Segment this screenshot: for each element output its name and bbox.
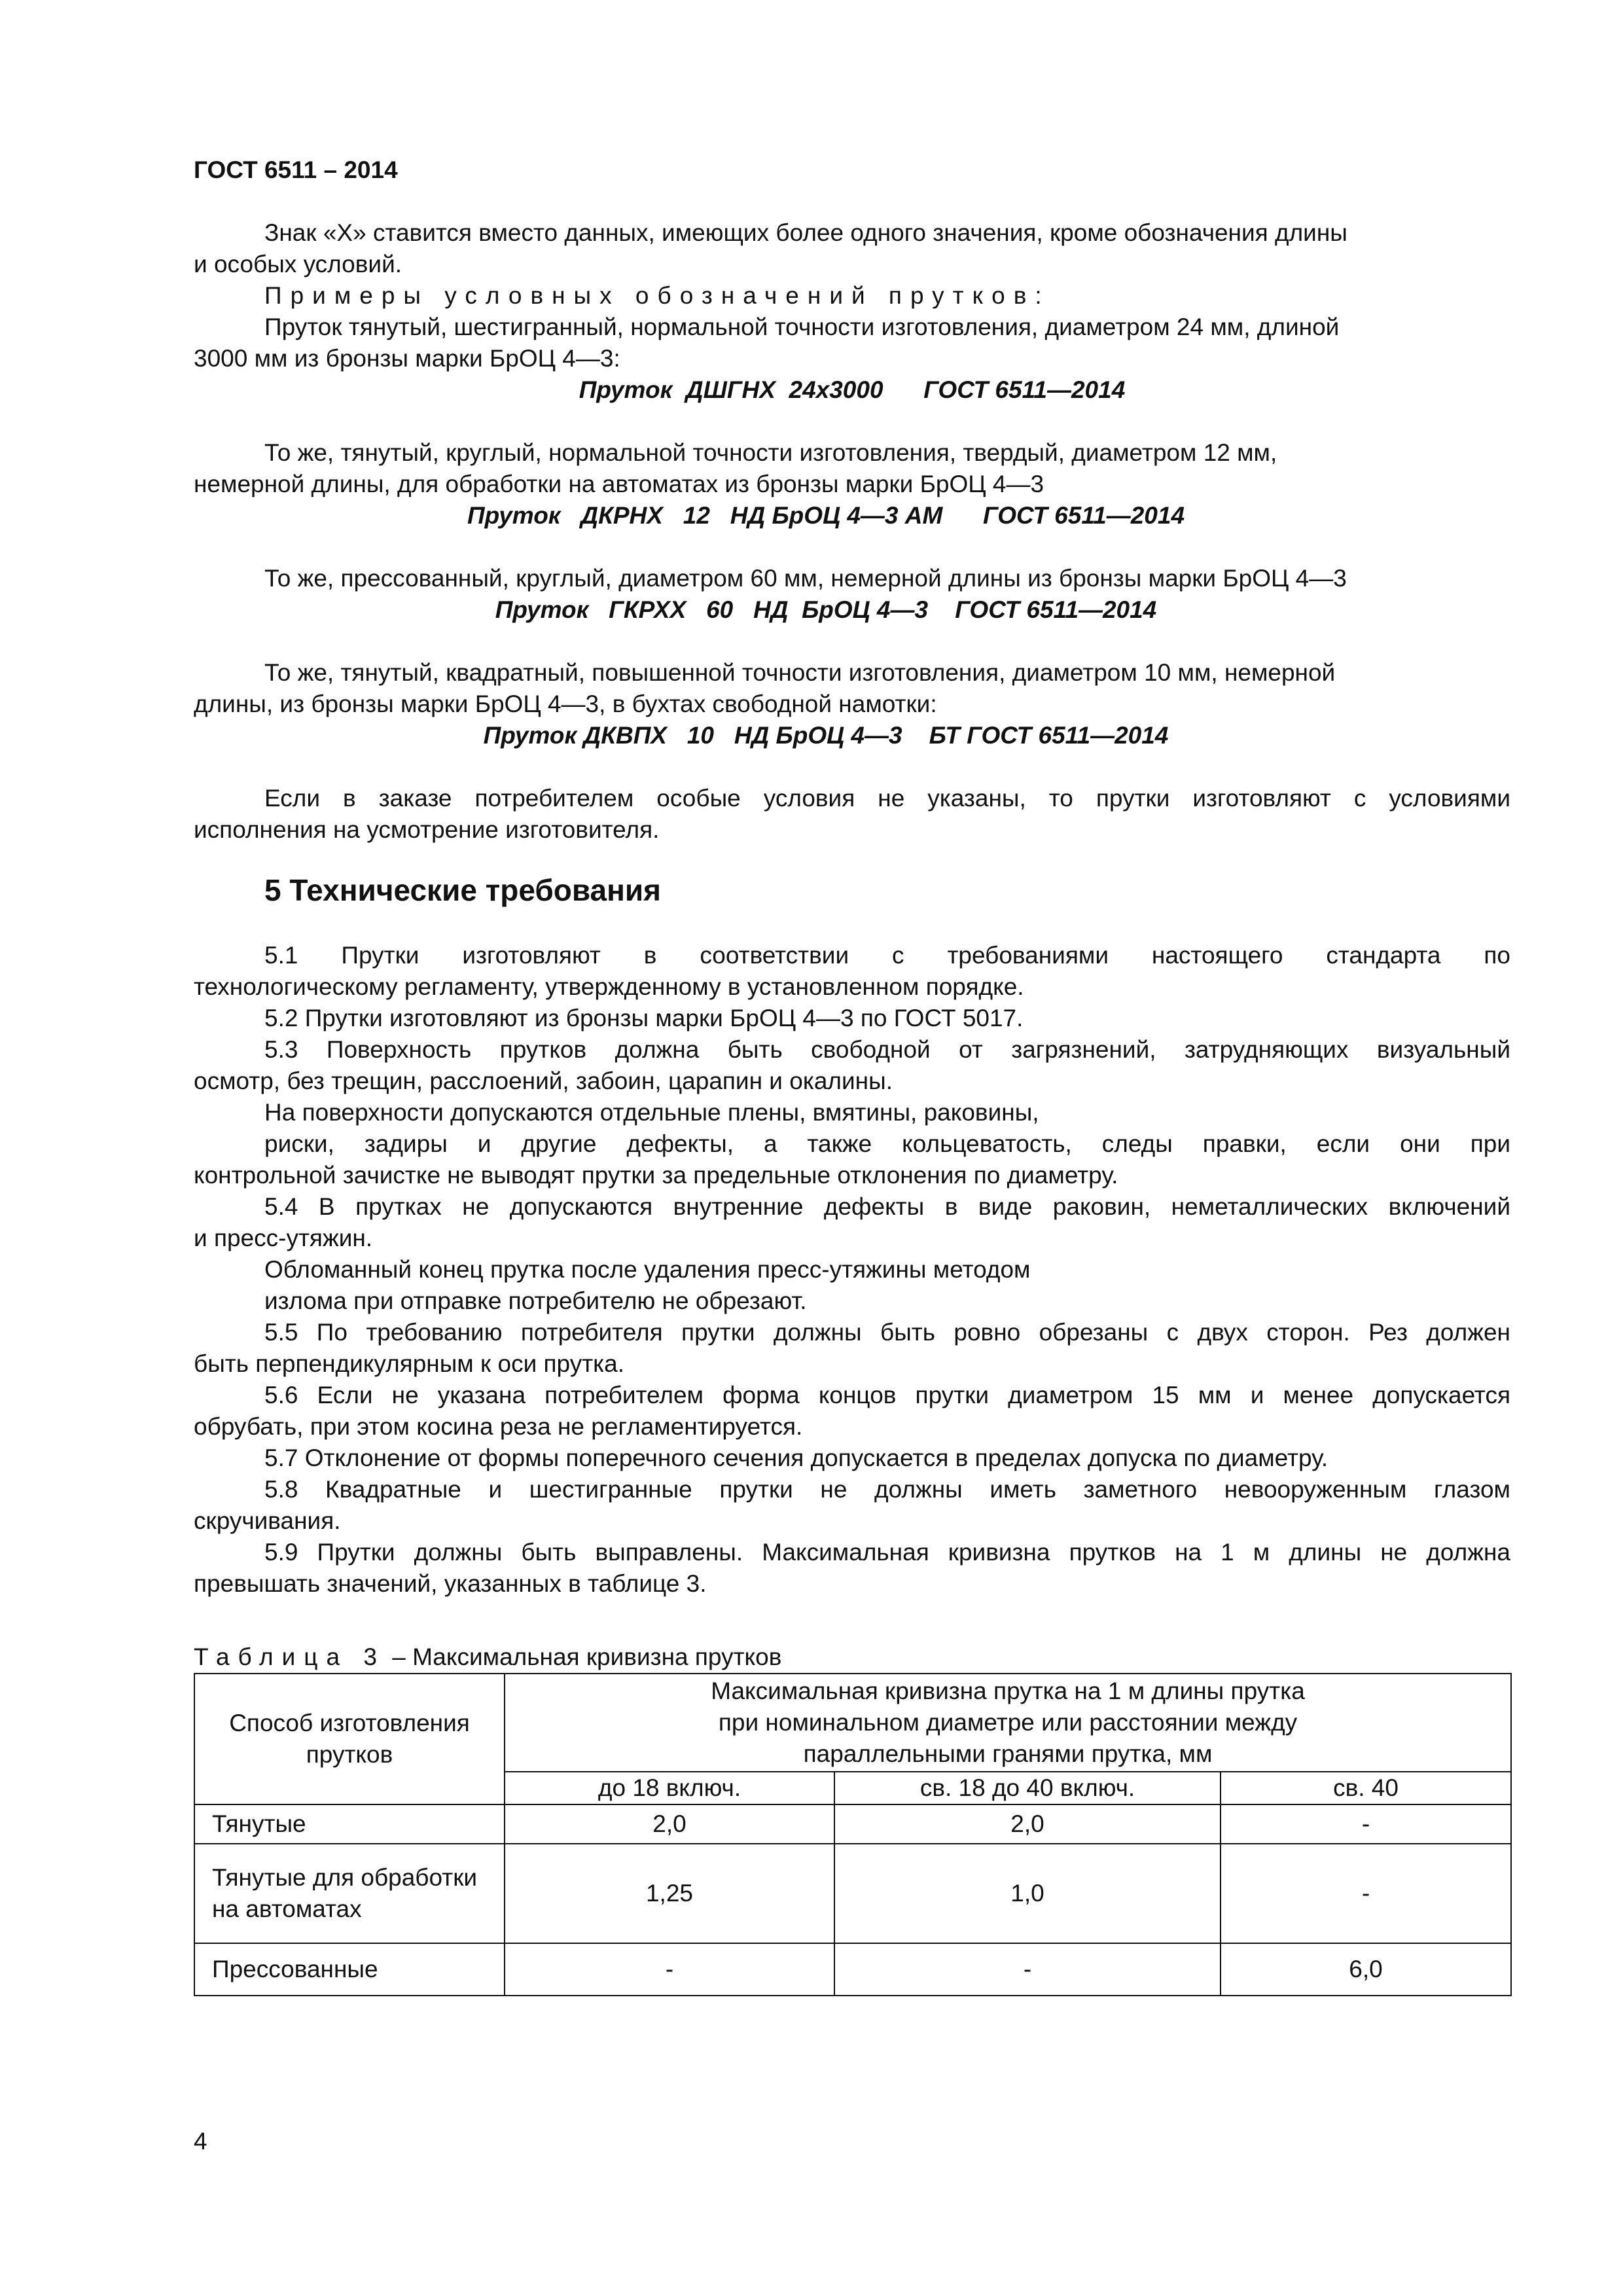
paragraph-line: риски, задиры и другие дефекты, а также кольцеватость, следы правки, если они при xyxy=(264,1130,1510,1157)
value-cell: - xyxy=(834,1943,1221,1996)
paragraph-line: превышать значений, указанных в таблице 3. xyxy=(194,1570,707,1597)
table-caption xyxy=(194,1641,781,1673)
designation-example: Пруток ДКВПХ 10 НД БрОЦ 4—3 БТ ГОСТ 6511—2014 xyxy=(483,722,1169,749)
header-cell-method: Способ изготовления прутков xyxy=(194,1674,505,1804)
value-cell: - xyxy=(505,1943,834,1996)
table-header-row xyxy=(194,1674,1511,1772)
header-cell-curvature xyxy=(505,1674,1511,1772)
table-row xyxy=(194,1943,1511,1996)
table-row xyxy=(194,1844,1511,1943)
paragraph-line: 5.2 Прутки изготовляют из бронзы марки БрОЦ 4—3 по ГОСТ 5017. xyxy=(264,1005,1024,1031)
value-cell: - xyxy=(1221,1804,1511,1844)
paragraph-line: контрольной зачистке не выводят прутки за предельные отклонения по диаметру. xyxy=(194,1162,1118,1189)
table-caption-label: Таблица 3 xyxy=(194,1643,385,1670)
paragraph-line: быть перпендикулярным к оси прутка. xyxy=(194,1350,625,1377)
designation-example: Пруток ДШГНХ 24х3000 ГОСТ 6511—2014 xyxy=(579,376,1126,403)
paragraph-line: обрубать, при этом косина реза не регламентируется. xyxy=(194,1413,803,1440)
paragraph-line: 5.6 Если не указана потребителем форма концов прутки диаметром 15 мм и менее допускается xyxy=(264,1382,1510,1408)
value-cell: 1,25 xyxy=(505,1844,834,1943)
table-caption-text: – Максимальная кривизна прутков xyxy=(385,1643,782,1670)
page-number: 4 xyxy=(194,2128,207,2155)
paragraph-line: Знак «Х» ставится вместо данных, имеющих более одного значения, кроме обозначения длины xyxy=(264,219,1347,246)
table-row xyxy=(194,1804,1511,1844)
method-cell: Тянутые для обработки на автоматах xyxy=(194,1844,505,1943)
subheader-cell: св. 40 xyxy=(1221,1772,1511,1804)
value-cell: 1,0 xyxy=(834,1844,1221,1943)
paragraph-line: То же, прессованный, круглый, диаметром 60 мм, немерной длины из бронзы марки БрОЦ 4—3 xyxy=(264,565,1347,592)
paragraph-line: и особых условий. xyxy=(194,251,402,278)
value-cell: 6,0 xyxy=(1221,1943,1511,1996)
designation-example: Пруток ГКРХХ 60 НД БрОЦ 4—3 ГОСТ 6511—2014 xyxy=(495,596,1157,623)
paragraph-line: 5.5 По требованию потребителя прутки должны быть ровно обрезаны с двух сторон. Рез должен xyxy=(264,1319,1510,1346)
paragraph-line: На поверхности допускаются отдельные плены, вмятины, раковины, xyxy=(264,1099,1039,1126)
method-cell: Прессованные xyxy=(194,1943,505,1996)
paragraph-line: Если в заказе потребителем особые условия не указаны, то прутки изготовляют с условиями xyxy=(264,785,1510,812)
method-cell: Тянутые xyxy=(194,1804,505,1844)
paragraph-line: То же, тянутый, круглый, нормальной точности изготовления, твердый, диаметром 12 мм, xyxy=(264,439,1277,466)
paragraph-line: 5.1 Прутки изготовляют в соответствии с требованиями настоящего стандарта по xyxy=(264,942,1510,969)
examples-heading: Примеры условных обозначений прутков: xyxy=(264,282,1050,309)
paragraph-line: скручивания. xyxy=(194,1507,341,1534)
header-line: параллельными гранями прутка, мм xyxy=(803,1740,1213,1767)
section-title: 5 Технические требования xyxy=(264,873,661,907)
paragraph-line: осмотр, без трещин, расслоений, забоин, царапин и окалины. xyxy=(194,1067,893,1094)
subheader-cell: св. 18 до 40 включ. xyxy=(834,1772,1221,1804)
paragraph-line: технологическому регламенту, утвержденному в установленном порядке. xyxy=(194,973,1024,1000)
paragraph-line: излома при отправке потребителю не обрезают. xyxy=(264,1287,807,1314)
paragraph-line: исполнения на усмотрение изготовителя. xyxy=(194,816,660,843)
paragraph-line: и пресс-утяжин. xyxy=(194,1225,373,1251)
paragraph-line: 5.9 Прутки должны быть выправлены. Максимальная кривизна прутков на 1 м длины не должна xyxy=(264,1539,1510,1566)
paragraph-line: Пруток тянутый, шестигранный, нормальной точности изготовления, диаметром 24 мм, длиной xyxy=(264,314,1340,340)
value-cell: - xyxy=(1221,1844,1511,1943)
paragraph-line: длины, из бронзы марки БрОЦ 4—3, в бухтах свободной намотки: xyxy=(194,691,937,717)
paragraph-line: Обломанный конец прутка после удаления пресс-утяжины методом xyxy=(264,1256,1031,1283)
paragraph-line: 5.3 Поверхность прутков должна быть свободной от загрязнений, затрудняющих визуальный xyxy=(264,1036,1510,1063)
header-line: при номинальном диаметре или расстоянии между xyxy=(718,1709,1298,1736)
designation-example: Пруток ДКРНХ 12 НД БрОЦ 4—3 АМ ГОСТ 6511—2014 xyxy=(467,502,1185,529)
value-cell: 2,0 xyxy=(505,1804,834,1844)
paragraph-line: 5.4 В прутках не допускаются внутренние дефекты в виде раковин, неметаллических включений xyxy=(264,1193,1510,1220)
subheader-cell: до 18 включ. xyxy=(505,1772,834,1804)
value-cell: 2,0 xyxy=(834,1804,1221,1844)
document-code-header: ГОСТ 6511 – 2014 xyxy=(194,156,398,183)
paragraph-line: 5.7 Отклонение от формы поперечного сечения допускается в пределах допуска по диаметру. xyxy=(264,1444,1329,1471)
paragraph-line: 3000 мм из бронзы марки БрОЦ 4—3: xyxy=(194,345,620,372)
paragraph-line: То же, тянутый, квадратный, повышенной точности изготовления, диаметром 10 мм, немерной xyxy=(264,659,1336,686)
paragraph-line: немерной длины, для обработки на автоматах из бронзы марки БрОЦ 4—3 xyxy=(194,471,1044,497)
curvature-table xyxy=(194,1673,1512,1996)
paragraph-line: 5.8 Квадратные и шестигранные прутки не должны иметь заметного невооруженным глазом xyxy=(264,1476,1510,1503)
header-line: Максимальная кривизна прутка на 1 м длины прутка xyxy=(711,1677,1305,1704)
